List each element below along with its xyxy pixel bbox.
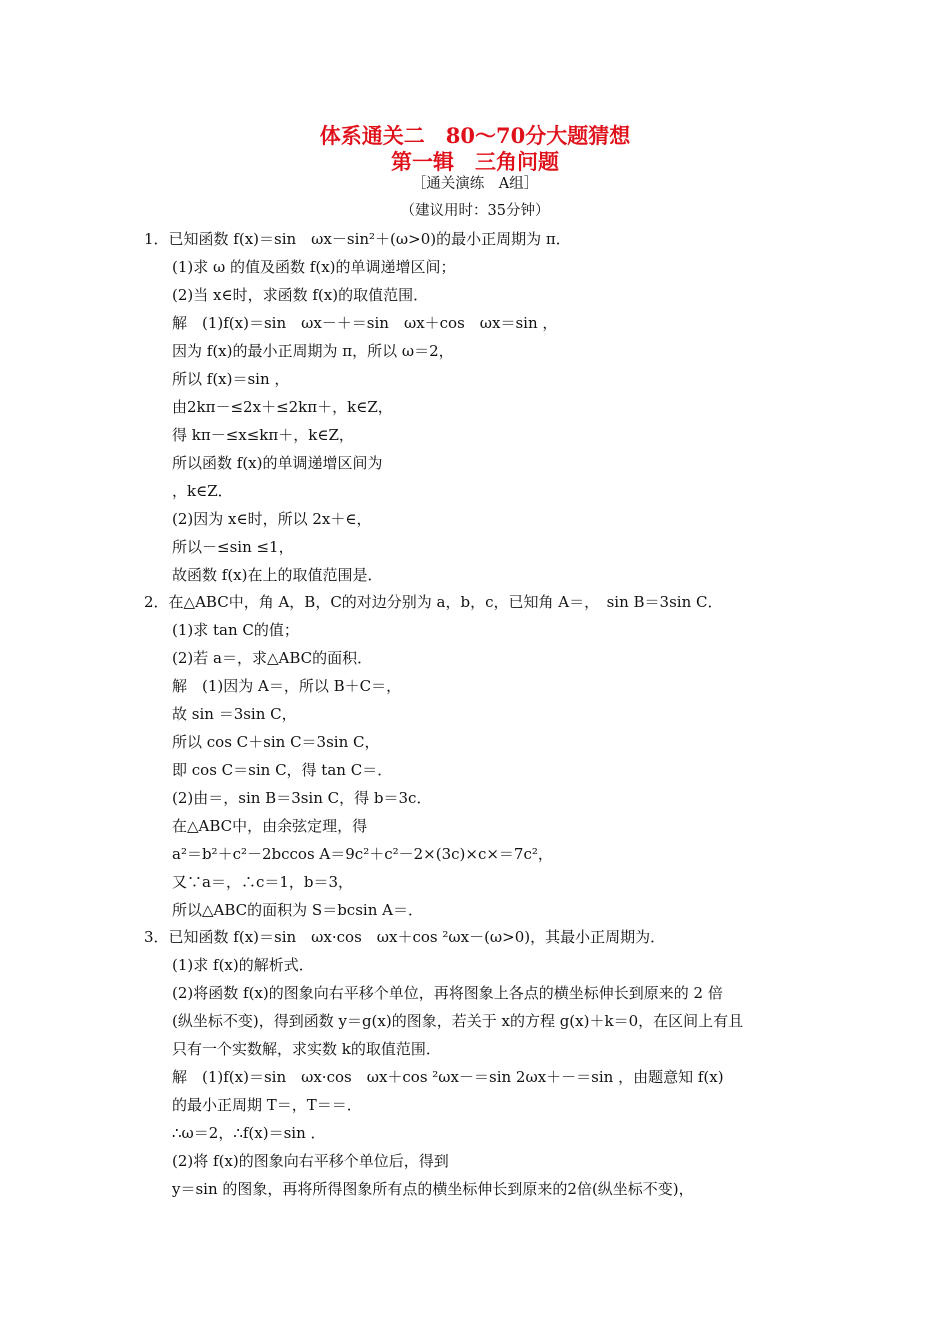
- text-line: 又∵a＝，∴c＝1，b＝3，: [172, 873, 354, 891]
- time-hint: （建议用时：35分钟）: [400, 203, 550, 219]
- title-line-1: 体系通关二 80～70分大题猜想: [319, 123, 631, 148]
- text-line: (1)求 f(x)的解析式．: [172, 956, 314, 974]
- text-line: y＝sin 的图象，再将所得图象所有点的横坐标伸长到原来的2倍(纵坐标不变)，: [172, 1180, 694, 1198]
- text-line: (2)因为 x∈时，所以 2x＋∈，: [172, 510, 372, 528]
- problem-3-statement: 3．已知函数 f(x)＝sin ωx·cos ωx＋cos ²ωx－(ω>0)，其最小正周期为．: [144, 928, 666, 946]
- text-line: 所以△ABC的面积为 S＝bcsin A＝．: [172, 901, 423, 919]
- text-line: 在△ABC中，由余弦定理，得: [172, 817, 368, 835]
- text-line: 解 (1)f(x)＝sin ωx－＋＝sin ωx＋cos ωx＝sin ，: [172, 314, 558, 332]
- title-line-2: 第一辑 三角问题: [391, 149, 559, 174]
- text-line: (2)若 a＝，求△ABC的面积．: [172, 649, 373, 667]
- text-line: 得 kπ－≤x≤kπ＋，k∈Z，: [172, 426, 354, 444]
- text-line: 所以 f(x)＝sin ，: [172, 370, 290, 388]
- text-line: 解 (1)f(x)＝sin ωx·cos ωx＋cos ²ωx－＝sin 2ωx＋－＝sin ，由题意知 f(x): [172, 1068, 724, 1086]
- text-line: 即 cos C＝sin C，得 tan C＝．: [172, 761, 393, 779]
- text-line: (2)将函数 f(x)的图象向右平移个单位，再将图象上各点的横坐标伸长到原来的 2 倍: [172, 984, 723, 1002]
- text-line: 所以函数 f(x)的单调递增区间为: [172, 454, 383, 472]
- text-line: (2)由＝，sin B＝3sin C，得 b＝3c．: [172, 789, 432, 807]
- text-line: ，k∈Z．: [172, 482, 233, 500]
- text-line: 解 (1)因为 A＝，所以 B＋C＝，: [172, 677, 402, 695]
- text-line: 只有一个实数解，求实数 k的取值范围．: [172, 1040, 441, 1058]
- problem-2-statement: 2．在△ABC中，角 A，B，C的对边分别为 a，b，c，已知角 A＝， sin B＝3sin C．: [144, 593, 723, 611]
- text-line: 由2kπ－≤2x＋≤2kπ＋，k∈Z，: [172, 398, 393, 416]
- text-line: (1)求 tan C的值；: [172, 621, 299, 639]
- text-line: (2)当 x∈时，求函数 f(x)的取值范围．: [172, 286, 429, 304]
- text-line: (纵坐标不变)，得到函数 y＝g(x)的图象，若关于 x的方程 g(x)＋k＝0，在区间上有且: [172, 1012, 744, 1030]
- text-line: ∴ω＝2，∴f(x)＝sin ．: [172, 1124, 326, 1142]
- text-line: 故 sin ＝3sin C，: [172, 705, 297, 723]
- problem-1-statement: 1．已知函数 f(x)＝sin ωx－sin²＋(ω>0)的最小正周期为 π．: [144, 230, 571, 248]
- group-label: ［通关演练 A组］: [411, 176, 539, 192]
- text-line: (1)求 ω 的值及函数 f(x)的单调递增区间；: [172, 258, 456, 276]
- text-line: 所以－≤sin ≤1，: [172, 538, 294, 556]
- text-line: a²＝b²＋c²－2bccos A＝9c²＋c²－2×(3c)×c×＝7c²，: [172, 845, 553, 863]
- text-line: 故函数 f(x)在上的取值范围是．: [172, 566, 383, 584]
- text-line: 因为 f(x)的最小正周期为 π，所以 ω＝2，: [172, 342, 454, 360]
- text-line: 的最小正周期 T＝，T＝＝．: [172, 1096, 362, 1114]
- text-line: 所以 cos C＋sin C＝3sin C，: [172, 733, 380, 751]
- text-line: (2)将 f(x)的图象向右平移个单位后，得到: [172, 1152, 449, 1170]
